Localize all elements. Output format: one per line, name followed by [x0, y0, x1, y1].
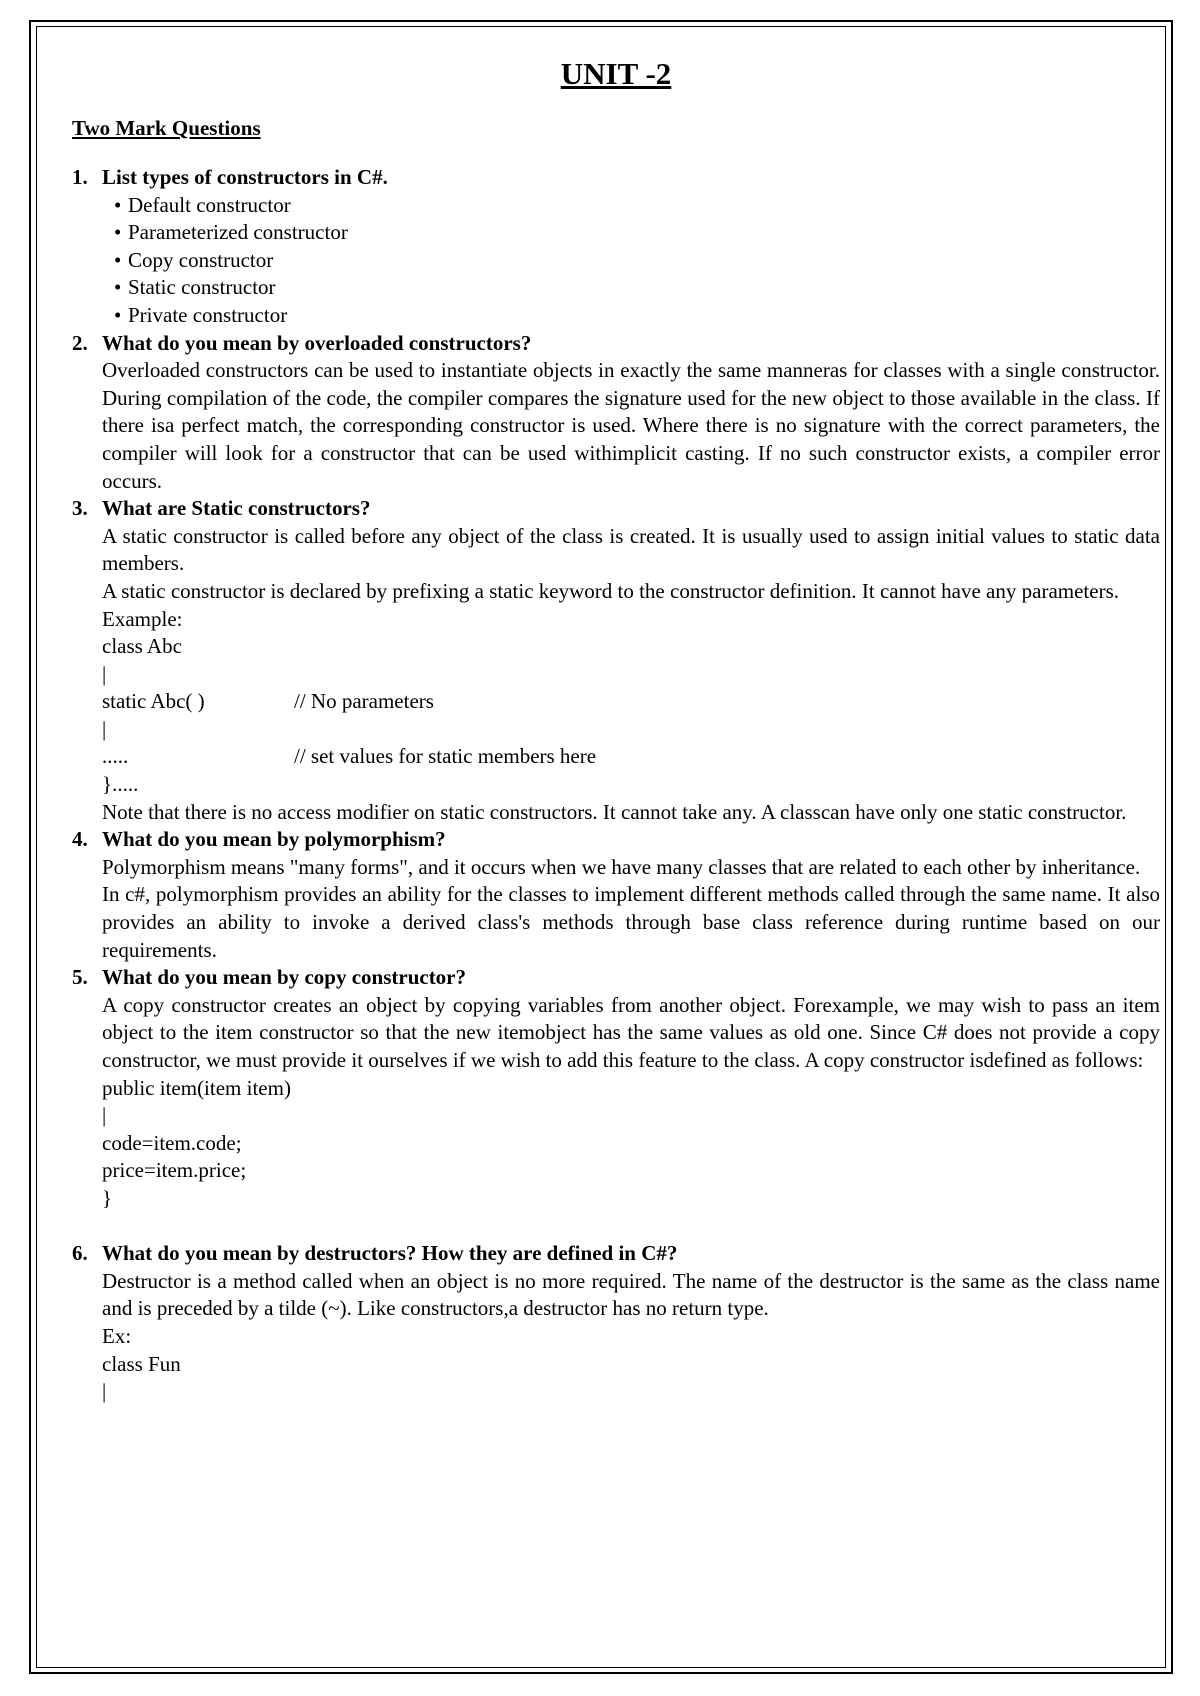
code-line: Example: — [102, 606, 183, 631]
code-example — [102, 606, 1160, 799]
question-1 — [72, 164, 1160, 330]
answer-body — [72, 854, 1160, 964]
answer-body — [72, 1268, 1160, 1406]
question-text: List types of constructors in C#. — [102, 165, 388, 189]
answer-paragraph: Note that there is no access modifier on static constructors. It cannot take any. A classcan have only one static constructor. — [102, 799, 1127, 824]
answer-paragraph: A static constructor is declared by prefixing a static keyword to the constructor definition. It cannot have any parameters. — [102, 578, 1119, 603]
constructor-types-list — [72, 192, 1160, 330]
question-number: 6. — [72, 1241, 88, 1266]
bullet-icon: • — [114, 192, 122, 217]
bullet-icon: • — [114, 220, 122, 245]
code-line: class Abc — [102, 634, 182, 659]
bullet-icon: • — [114, 302, 122, 327]
question-number: 3. — [72, 496, 88, 521]
code-text: ..... — [102, 744, 129, 769]
question-number: 4. — [72, 827, 88, 852]
code-line — [102, 688, 1160, 716]
list-item-text: Copy constructor — [128, 247, 274, 272]
code-line: Ex: — [102, 1323, 132, 1348]
code-comment: // No parameters — [294, 689, 434, 714]
question-3 — [72, 495, 1160, 826]
list-item — [114, 192, 1160, 220]
code-line — [102, 743, 1160, 771]
code-line: | — [102, 716, 107, 741]
question-text: What do you mean by overloaded constructors? — [102, 330, 532, 355]
question-6-heading — [72, 1240, 1160, 1268]
code-line: class Fun — [102, 1351, 181, 1376]
code-line: public item(item item) — [102, 1075, 291, 1100]
question-number: 1. — [72, 165, 88, 189]
bullet-icon: • — [114, 275, 122, 300]
answer-paragraph: A copy constructor creates an object by copying variables from another object. Forexample, we may wish to pass an item object to the item constructor so that the new itemobject has the same values as old one. Since C# does not provide a copy constructor, we must provide it ourselves if we wish to add this feature to the class. A copy constructor isdefined as follows: — [102, 992, 1160, 1072]
list-item-text: Static constructor — [128, 275, 276, 300]
question-text: What do you mean by copy constructor? — [102, 965, 467, 990]
code-example — [102, 1075, 1160, 1213]
section-subtitle: Two Mark Questions — [72, 116, 261, 140]
question-5-heading — [72, 964, 1160, 992]
page-title: UNIT -2 — [560, 56, 672, 91]
question-2-heading — [72, 330, 1160, 358]
question-text: What do you mean by destructors? How they are defined in C#? — [102, 1241, 678, 1266]
question-text: What do you mean by polymorphism? — [102, 827, 446, 852]
answer-paragraph: Destructor is a method called when an object is no more required. The name of the destructor is the same as the class name and is preceded by a tilde (~). Like constructors,a destructor has no return type. — [102, 1268, 1160, 1321]
bullet-icon: • — [114, 247, 122, 272]
question-4 — [72, 826, 1160, 964]
question-list — [72, 164, 1160, 1406]
answer-body — [72, 357, 1160, 495]
question-2 — [72, 330, 1160, 496]
code-line: } — [102, 1185, 113, 1210]
answer-body — [72, 523, 1160, 827]
list-item — [114, 219, 1160, 247]
code-example — [102, 1323, 1160, 1406]
code-line: price=item.price; — [102, 1158, 247, 1183]
question-5 — [72, 964, 1160, 1240]
code-text: static Abc( ) — [102, 689, 205, 714]
code-line: | — [102, 1103, 107, 1128]
question-1-heading — [72, 164, 1160, 192]
question-4-heading — [72, 826, 1160, 854]
answer-paragraph: Polymorphism means "many forms", and it occurs when we have many classes that are related to each other by inheritance. — [102, 854, 1141, 879]
code-comment: // set values for static members here — [294, 744, 597, 769]
list-item-text: Private constructor — [128, 302, 288, 327]
blank-line — [102, 1213, 1160, 1241]
code-line: | — [102, 661, 107, 686]
code-line: }..... — [102, 772, 139, 797]
code-line: | — [102, 1379, 107, 1404]
question-number: 5. — [72, 965, 88, 990]
list-item — [114, 302, 1160, 330]
code-line: code=item.code; — [102, 1130, 242, 1155]
answer-paragraph: In c#, polymorphism provides an ability for the classes to implement different methods called through the same name. It also provides an ability to invoke a derived class's methods through base class reference during runtime based on our requirements. — [102, 882, 1160, 962]
question-number: 2. — [72, 330, 88, 355]
answer-paragraph: A static constructor is called before any object of the class is created. It is usually used to assign initial values to static data members. — [102, 523, 1160, 576]
question-3-heading — [72, 495, 1160, 523]
list-item — [114, 247, 1160, 275]
answer-paragraph: Overloaded constructors can be used to instantiate objects in exactly the same manneras for classes with a single constructor. During compilation of the code, the compiler compares the signature used for the new object to those available in the class. If there isa perfect match, the corresponding constructor is used. Where there is no signature with the correct parameters, the compiler will look for a constructor that can be used withimplicit casting. If no such constructor exists, a compiler error occurs. — [102, 358, 1160, 493]
list-item — [114, 274, 1160, 302]
list-item-text: Parameterized constructor — [128, 220, 348, 245]
document-content — [72, 52, 1160, 1406]
question-text: What are Static constructors? — [102, 496, 371, 521]
answer-body — [72, 992, 1160, 1240]
list-item-text: Default constructor — [128, 192, 291, 217]
question-6 — [72, 1240, 1160, 1406]
